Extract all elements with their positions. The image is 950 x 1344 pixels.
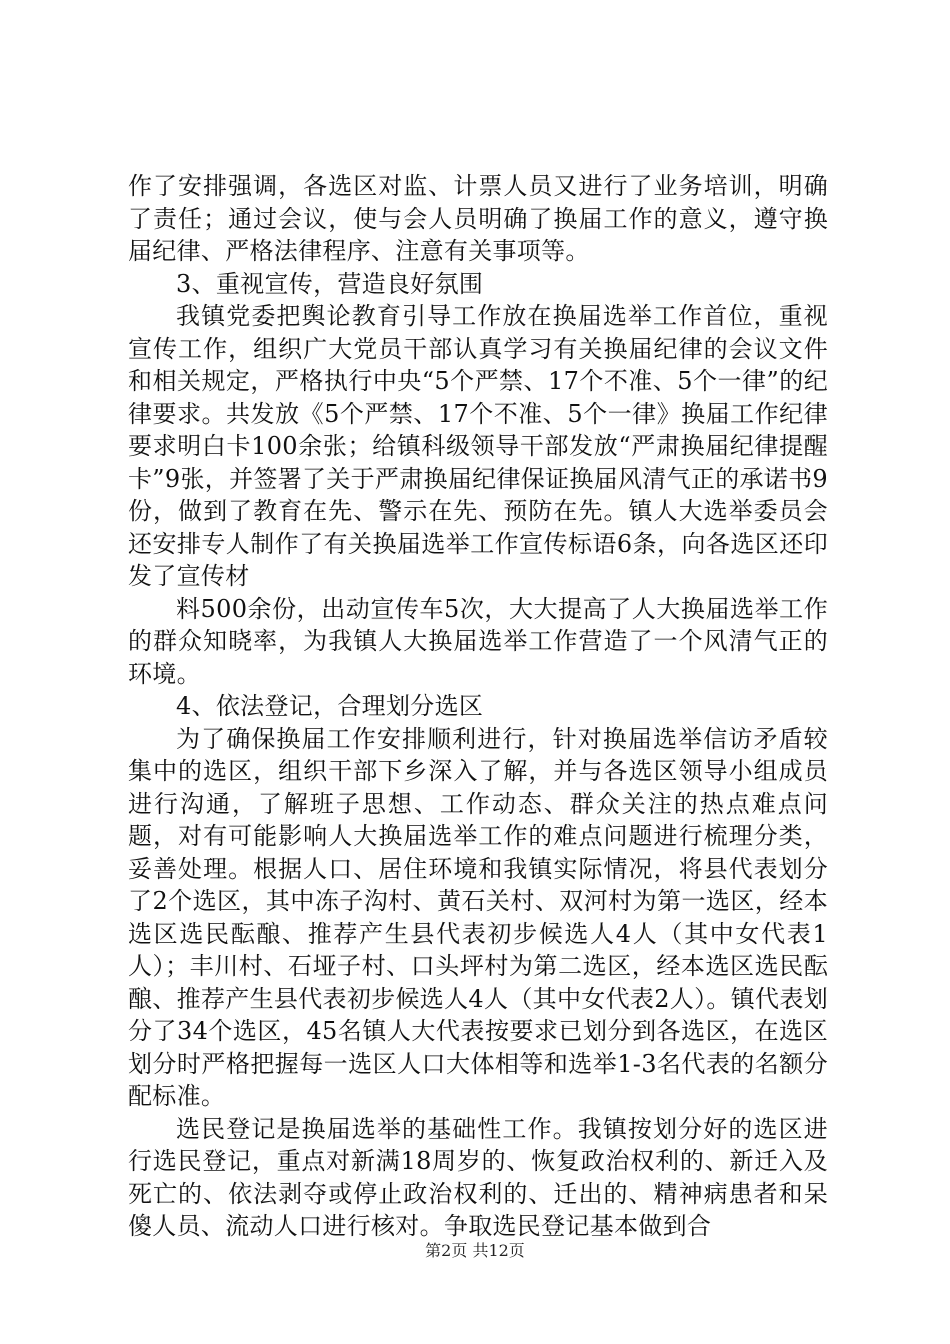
- paragraph-publicity: 我镇党委把舆论教育引导工作放在换届选举工作首位，重视宣传工作，组织广大党员干部认真学习有关换届纪律的会议文件和相关规定，严格执行中央“5个严禁、17个不准、5个一律”的纪律要求。共发放《5个严禁、17个不准、5个一律》换届工作纪律要求明白卡100余张；给镇科级领导干部发放“严肃换届纪律提醒卡”9张，并签署了关于严肃换届纪律保证换届风清气正的承诺书9份，做到了教育在先、警示在先、预防在先。镇人大选举委员会还安排专人制作了有关换届选举工作宣传标语6条，向各选区还印发了宣传材: [128, 302, 828, 590]
- section-heading-3: 3、重视宣传，营造良好氛围: [176, 269, 484, 298]
- section-heading-4: 4、依法登记，合理划分选区: [176, 692, 484, 720]
- page-footer: 第2页 共12页: [425, 1241, 525, 1260]
- paragraph-districts: 为了确保换届工作安排顺利进行，针对换届选举信访矛盾较集中的选区，组织干部下乡深入了解，并与各选区领导小组成员进行沟通，了解班子思想、工作动态、群众关注的热点难点问题，对有可能影响人大换届选举工作的难点问题进行梳理分类，妥善处理。根据人口、居住环境和我镇实际情况，将县代表划分了2个选区，其中冻子沟村、黄石关村、双河村为第一选区，经本选区选民酝酿、推荐产生县代表初步候选人4人（其中女代表1人）；丰川村、石垭子村、口头坪村为第二选区，经本选区选民酝酿、推荐产生县代表初步候选人4人（其中女代表2人）。镇代表划分了34个选区，45名镇人大代表按要求已划分到各选区，在选区划分时严格把握每一选区人口大体相等和选举1-3名代表的名额分配标准。: [128, 724, 828, 1110]
- paragraph-publicity-continued: 料500余份，出动宣传车5次，大大提高了人大换届选举工作的群众知晓率，为我镇人大换届选举工作营造了一个风清气正的环境。: [128, 594, 828, 688]
- document-body: [128, 170, 828, 1243]
- paragraph-voter-registration: 选民登记是换届选举的基础性工作。我镇按划分好的选区进行选民登记，重点对新满18周岁的、恢复政治权利的、新迁入及死亡的、依法剥夺或停止政治权利的、迁出的、精神病患者和呆傻人员、流动人口进行核对。争取选民登记基本做到合: [128, 1114, 828, 1240]
- paragraph-continuation: 作了安排强调，各选区对监、计票人员又进行了业务培训，明确了责任；通过会议，使与会人员明确了换届工作的意义，遵守换届纪律、严格法律程序、注意有关事项等。: [128, 172, 828, 265]
